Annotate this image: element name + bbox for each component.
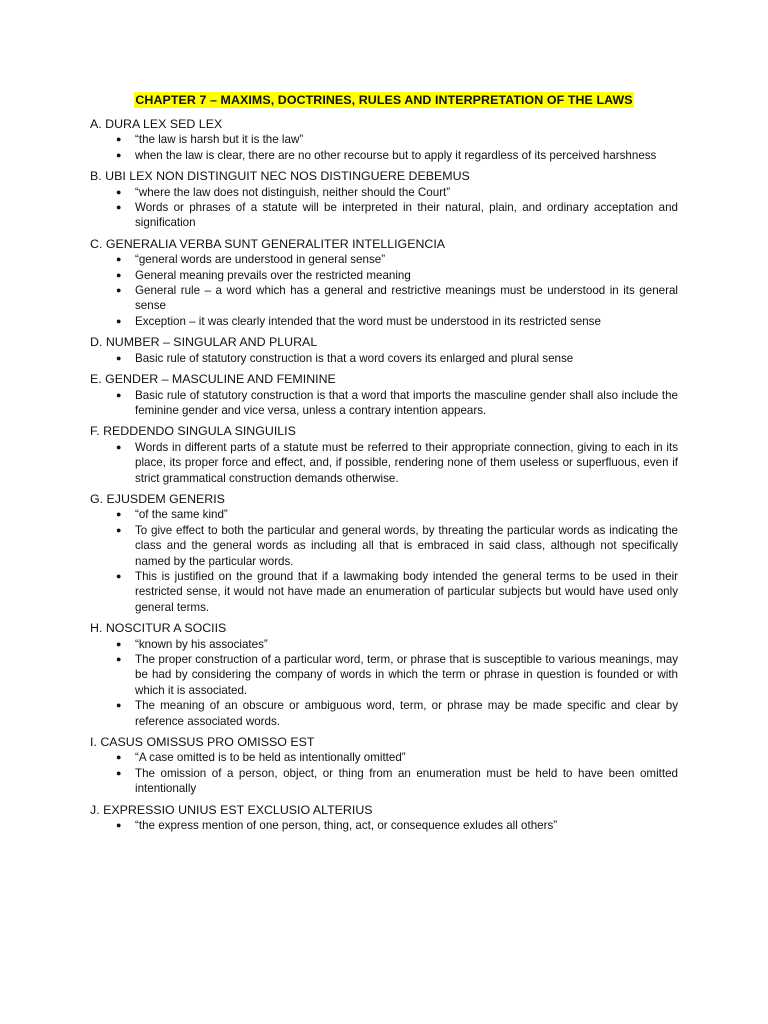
bullet-icon: ● [116, 509, 122, 520]
section [90, 335, 678, 366]
section-heading: C. GENERALIA VERBA SUNT GENERALITER INTELLIGENCIA [90, 236, 446, 251]
section-heading: D. NUMBER – SINGULAR AND PLURAL [90, 335, 318, 350]
bullet-icon: ● [116, 269, 122, 280]
list-item [116, 569, 678, 615]
section-heading: H. NOSCITUR A SOCIIS [90, 621, 227, 636]
list-item-text: Words or phrases of a statute will be interpreted in their natural, plain, and ordinary acceptation and signification [135, 201, 678, 230]
list-item-text: “the law is harsh but it is the law” [135, 133, 304, 147]
list-item [116, 283, 678, 314]
bullet-icon: ● [116, 752, 122, 763]
section-heading: A. DURA LEX SED LEX [90, 117, 223, 131]
list-item [116, 698, 678, 729]
section [90, 621, 678, 729]
chapter-title: CHAPTER 7 – MAXIMS, DOCTRINES, RULES AND INTERPRETATION OF THE LAWS [135, 93, 633, 107]
list-item-text: The proper construction of a particular word, term, or phrase that is susceptible to various meanings, may be had by considering the company of words in which the term or phrase in question is founded or with which it is associated. [135, 653, 678, 697]
bullet-list [90, 185, 678, 231]
bullet-list [90, 750, 678, 796]
section-heading: G. EJUSDEM GENERIS [90, 491, 225, 506]
section [90, 237, 678, 329]
list-item-text: Basic rule of statutory construction is that a word covers its enlarged and plural sense [135, 351, 574, 365]
list-item [116, 637, 678, 652]
list-item-text: Basic rule of statutory construction is that a word that imports the masculine gender shall also include the feminine gender and vice versa, unless a contrary intention appears. [135, 388, 678, 417]
bullet-icon: ● [116, 700, 122, 711]
bullet-list [90, 637, 678, 729]
list-item-text: Exception – it was clearly intended that the word must be understood in its restricted sense [135, 314, 601, 328]
list-item-text: “A case omitted is to be held as intentionally omitted” [135, 751, 406, 765]
section [90, 803, 678, 834]
bullet-list [90, 818, 678, 833]
list-item-text: The meaning of an obscure or ambiguous word, term, or phrase may be made specific and clear by reference associated words. [135, 699, 678, 728]
list-item [116, 314, 678, 329]
list-item [116, 200, 678, 231]
list-item-text: “general words are understood in general sense” [135, 253, 386, 267]
sections-container [90, 117, 678, 833]
bullet-icon: ● [116, 202, 122, 213]
list-item-text: when the law is clear, there are no other recourse but to apply it regardless of its perceived harshness [135, 148, 657, 162]
bullet-icon: ● [116, 315, 122, 326]
bullet-list [90, 132, 678, 163]
section [90, 169, 678, 231]
section-heading: E. GENDER – MASCULINE AND FEMININE [90, 372, 336, 387]
list-item-text: General rule – a word which has a general and restrictive meanings must be understood in its general sense [135, 284, 678, 313]
bullet-icon: ● [116, 638, 122, 649]
bullet-list [90, 351, 678, 366]
section [90, 372, 678, 418]
list-item [116, 440, 678, 486]
title-wrapper [90, 91, 678, 109]
list-item [116, 652, 678, 698]
list-item [116, 388, 678, 419]
list-item-text: “known by his associates” [135, 637, 268, 651]
section [90, 735, 678, 797]
list-item [116, 148, 678, 163]
list-item-text: To give effect to both the particular and general words, by threating the particular words as indicating the class and the general words as including all that is embraced in said class, although not specifically named by the particular words. [135, 523, 678, 568]
list-item [116, 523, 678, 569]
section-heading: I. CASUS OMISSUS PRO OMISSO EST [90, 735, 315, 750]
list-item [116, 351, 678, 366]
bullet-icon: ● [116, 352, 122, 363]
section-heading: F. REDDENDO SINGULA SINGUILIS [90, 424, 296, 439]
list-item [116, 268, 678, 283]
list-item-text: The omission of a person, object, or thing from an enumeration must be held to have been omitted intentionally [135, 766, 678, 796]
bullet-icon: ● [116, 570, 122, 581]
bullet-icon: ● [116, 820, 122, 831]
list-item [116, 766, 678, 797]
list-item-text: “of the same kind” [135, 508, 228, 522]
bullet-list [90, 388, 678, 419]
list-item-text: Words in different parts of a statute must be referred to their appropriate connection, giving to each in its place, its proper force and effect, and, if possible, rendering none of them useless or superfluous, even if strict grammatical construction demands otherwise. [135, 440, 678, 485]
bullet-icon: ● [116, 389, 122, 400]
bullet-icon: ● [116, 524, 122, 535]
list-item [116, 507, 678, 522]
list-item-text: “the express mention of one person, thing, act, or consequence exludes all others” [135, 819, 558, 833]
bullet-icon: ● [116, 654, 122, 664]
bullet-icon: ● [116, 186, 122, 197]
list-item [116, 818, 678, 833]
list-item [116, 132, 678, 147]
list-item [116, 750, 678, 765]
section-heading: J. EXPRESSIO UNIUS EST EXCLUSIO ALTERIUS [90, 802, 373, 817]
list-item-text: General meaning prevails over the restricted meaning [135, 268, 411, 282]
list-item-text: This is justified on the ground that if a lawmaking body intended the general terms to be used in their restricted sense, it would not have made an enumeration of particular subjects but would have used only general terms. [135, 569, 678, 614]
section [90, 492, 678, 615]
bullet-list [90, 440, 678, 486]
bullet-icon: ● [116, 254, 122, 265]
section [90, 424, 678, 486]
section [90, 117, 678, 163]
bullet-icon: ● [116, 441, 122, 452]
list-item [116, 185, 678, 200]
bullet-icon: ● [116, 134, 122, 145]
section-heading: B. UBI LEX NON DISTINGUIT NEC NOS DISTINGUERE DEBEMUS [90, 169, 470, 184]
bullet-icon: ● [116, 767, 122, 778]
list-item [116, 252, 678, 267]
bullet-list [90, 252, 678, 329]
list-item-text: “where the law does not distinguish, neither should the Court” [135, 185, 451, 199]
bullet-icon: ● [116, 285, 122, 296]
bullet-list [90, 507, 678, 615]
bullet-icon: ● [116, 149, 122, 160]
